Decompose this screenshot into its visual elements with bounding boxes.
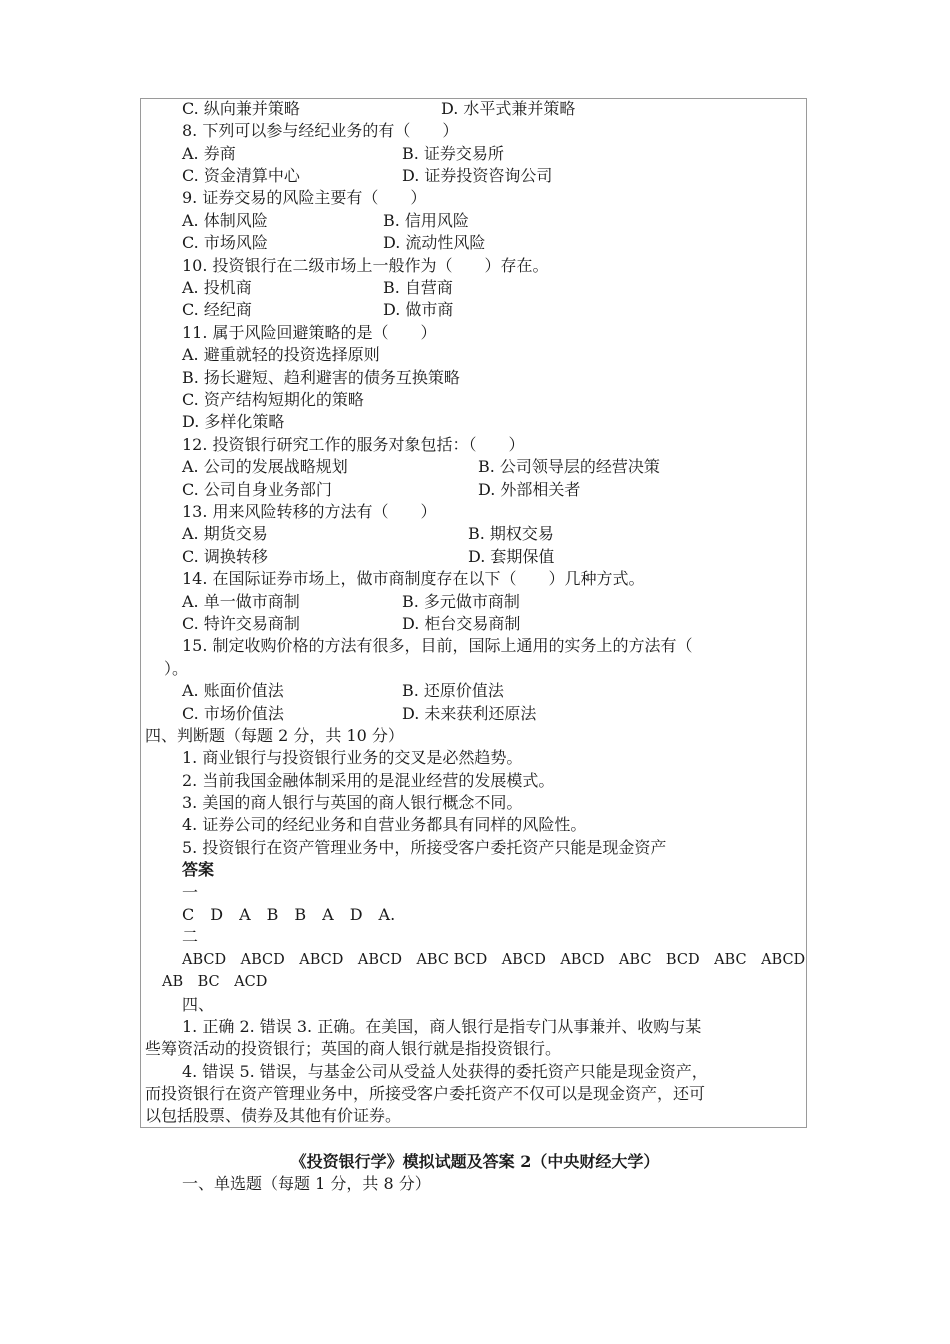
answers-heading: 答案 [182,860,215,879]
q9-option-c: C. 市场风险 [182,233,268,252]
q8-option-d: D. 证券投资咨询公司 [402,166,553,185]
answers-part2-line1: ABCD ABCD ABCD ABCD ABC BCD ABCD ABCD ABC BCD ABC ABCD [182,952,806,968]
q11-option-d: D. 多样化策略 [182,412,285,431]
q11-option-a: A. 避重就轻的投资选择原则 [182,345,380,364]
q12-option-d: D. 外部相关者 [478,480,581,499]
q13-stem: 13. 用来风险转移的方法有（ ） [182,502,437,521]
answers-part4-line2: 些筹资活动的投资银行；英国的商人银行就是指投资银行。 [145,1039,562,1058]
q13-option-a: A. 期货交易 [182,524,268,543]
answers-part2-label: 二 [182,927,199,946]
q10-option-b: B. 自营商 [383,278,453,297]
answers-part1-label: 一 [182,883,199,902]
judgement-item-1: 1. 商业银行与投资银行业务的交叉是必然趋势。 [182,748,523,767]
q14-option-a: A. 单一做市商制 [182,592,300,611]
q15-stem: 15. 制定收购价格的方法有很多，目前，国际上通用的实务上的方法有（ [182,636,693,655]
q15-option-c: C. 市场价值法 [182,704,284,723]
q7-option-d: D. 水平式兼并策略 [441,99,576,118]
q10-option-d: D. 做市商 [383,300,454,319]
q14-stem: 14. 在国际证券市场上，做市商制度存在以下（ ）几种方式。 [182,569,645,588]
next-exam-title: 《投资银行学》模拟试题及答案 2（中央财经大学） [290,1152,660,1171]
answers-part4-line5: 以包括股票、债券及其他有价证券。 [145,1106,402,1125]
answers-part4-line4: 而投资银行在资产管理业务中，所接受客户委托资产不仅可以是现金资产，还可 [145,1084,706,1103]
judgement-item-2: 2. 当前我国金融体制采用的是混业经营的发展模式。 [182,771,555,790]
q8-option-c: C. 资金清算中心 [182,166,300,185]
q8-option-a: A. 券商 [182,144,236,163]
q14-option-d: D. 柜台交易商制 [402,614,521,633]
answers-part1: C D A B B A D A. [182,905,396,924]
section4-heading: 四、判断题（每题 2 分，共 10 分） [145,726,404,745]
q7-option-c: C. 纵向兼并策略 [182,99,300,118]
q15-option-b: B. 还原价值法 [402,681,504,700]
q11-stem: 11. 属于风险回避策略的是（ ） [182,323,437,342]
q8-option-b: B. 证券交易所 [402,144,504,163]
q12-option-b: B. 公司领导层的经营决策 [478,457,660,476]
q14-option-b: B. 多元做市商制 [402,592,520,611]
q15-option-a: A. 账面价值法 [182,681,284,700]
q10-option-a: A. 投机商 [182,278,252,297]
judgement-item-3: 3. 美国的商人银行与英国的商人银行概念不同。 [182,793,523,812]
q11-option-c: C. 资产结构短期化的策略 [182,390,364,409]
q9-stem: 9. 证券交易的风险主要有（ ） [182,188,427,207]
judgement-item-4: 4. 证券公司的经纪业务和自营业务都具有同样的风险性。 [182,815,587,834]
q9-option-d: D. 流动性风险 [383,233,486,252]
next-section1-heading: 一、单选题（每题 1 分，共 8 分） [182,1174,431,1193]
q14-option-c: C. 特许交易商制 [182,614,300,633]
q9-option-a: A. 体制风险 [182,211,268,230]
q11-option-b: B. 扬长避短、趋利避害的债务互换策略 [182,368,460,387]
q12-stem: 12. 投资银行研究工作的服务对象包括：（ ） [182,435,525,454]
q12-option-c: C. 公司自身业务部门 [182,480,332,499]
q15-option-d: D. 未来获利还原法 [402,704,537,723]
q8-stem: 8. 下列可以参与经纪业务的有（ ） [182,121,459,140]
answers-part4-line1: 1. 正确 2. 错误 3. 正确。在美国，商人银行是指专门从事兼并、收购与某 [182,1017,702,1036]
q9-option-b: B. 信用风险 [383,211,469,230]
q10-option-c: C. 经纪商 [182,300,252,319]
judgement-item-5: 5. 投资银行在资产管理业务中，所接受客户委托资产只能是现金资产 [182,838,667,857]
answers-part4-label: 四、 [182,995,215,1014]
q10-stem: 10. 投资银行在二级市场上一般作为（ ）存在。 [182,256,549,275]
q15-stem-continued: ）。 [164,659,189,678]
answers-part2-line2: AB BC ACD [162,974,268,990]
q12-option-a: A. 公司的发展战略规划 [182,457,348,476]
answers-part4-line3: 4. 错误 5. 错误，与基金公司从受益人处获得的委托资产只能是现金资产， [182,1062,708,1081]
q13-option-d: D. 套期保值 [468,547,555,566]
q13-option-b: B. 期权交易 [468,524,554,543]
q13-option-c: C. 调换转移 [182,547,268,566]
